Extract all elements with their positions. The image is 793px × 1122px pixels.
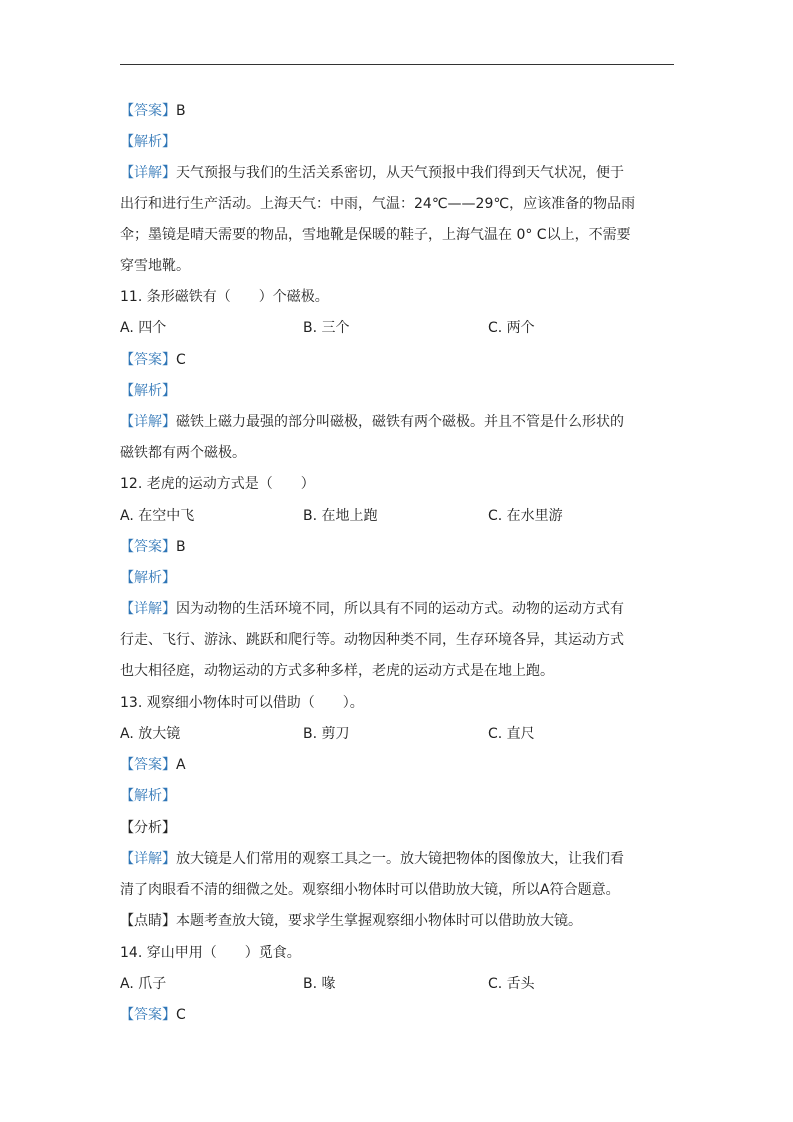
q13-stem: 13. 观察细小物体时可以借助（ ）。 [120,695,364,711]
q11-option-c: C. 两个 [488,320,535,336]
q10-analysis-tag: 【解析】 [120,134,176,150]
q12-option-a: A. 在空中飞 [120,508,195,524]
q13-option-a: A. 放大镜 [120,726,181,742]
q14-stem: 14. 穿山甲用（ ）觅食。 [120,945,301,961]
q14-option-a: A. 爪子 [120,976,167,992]
q14-option-c: C. 舌头 [488,976,535,992]
q13-detail-line: 清了肉眼看不清的细微之处。观察细小物体时可以借助放大镜，所以A符合题意。 [120,882,620,898]
q10-detail-line: 【详解】天气预报与我们的生活关系密切，从天气预报中我们得到天气状况，便于 [120,165,624,181]
q13-answer: 【答案】A [120,757,186,773]
q11-analysis-tag: 【解析】 [120,383,176,399]
q11-detail-line: 磁铁都有两个磁极。 [120,445,246,461]
q12-detail-line: 行走、飞行、游泳、跳跃和爬行等。动物因种类不同，生存环境各异，其运动方式 [120,632,624,648]
q12-option-c: C. 在水里游 [488,508,563,524]
q11-answer: 【答案】C [120,352,186,368]
q13-dianjing: 【点睛】本题考查放大镜，要求学生掌握观察细小物体时可以借助放大镜。 [120,913,582,929]
q13-option-c: C. 直尺 [488,726,535,742]
q11-options [0,318,793,338]
q10-answer: 【答案】B [120,103,186,119]
q13-option-b: B. 剪刀 [303,726,350,742]
q10-detail-line: 穿雪地靴。 [120,258,190,274]
q12-detail-line: 也大相径庭，动物运动的方式多种多样，老虎的运动方式是在地上跑。 [120,663,554,679]
q14-answer: 【答案】C [120,1007,186,1023]
q11-stem: 11. 条形磁铁有（ ）个磁极。 [120,289,329,305]
q10-detail-line: 出行和进行生产活动。上海天气：中雨，气温：24℃——29℃，应该准备的物品雨 [120,196,636,212]
q12-detail-line: 【详解】因为动物的生活环境不同，所以具有不同的运动方式。动物的运动方式有 [120,601,624,617]
q12-option-b: B. 在地上跑 [303,508,378,524]
q13-detail-line: 【详解】放大镜是人们常用的观察工具之一。放大镜把物体的图像放大，让我们看 [120,851,624,867]
q13-options [0,724,793,744]
q12-stem: 12. 老虎的运动方式是（ ） [120,476,315,492]
q11-option-a: A. 四个 [120,320,167,336]
q10-detail-line: 伞；墨镜是晴天需要的物品，雪地靴是保暖的鞋子，上海气温在 0° C以上，不需要 [120,227,631,243]
q13-analysis-tag: 【解析】 [120,788,176,804]
q12-options [0,506,793,526]
q12-answer: 【答案】B [120,539,186,555]
q12-analysis-tag: 【解析】 [120,570,176,586]
q14-options [0,974,793,994]
q11-option-b: B. 三个 [303,320,350,336]
header-rule [120,64,674,65]
q11-detail-line: 【详解】磁铁上磁力最强的部分叫磁极，磁铁有两个磁极。并且不管是什么形状的 [120,414,624,430]
q14-option-b: B. 喙 [303,976,336,992]
q13-fenxi-tag: 【分析】 [120,820,176,836]
